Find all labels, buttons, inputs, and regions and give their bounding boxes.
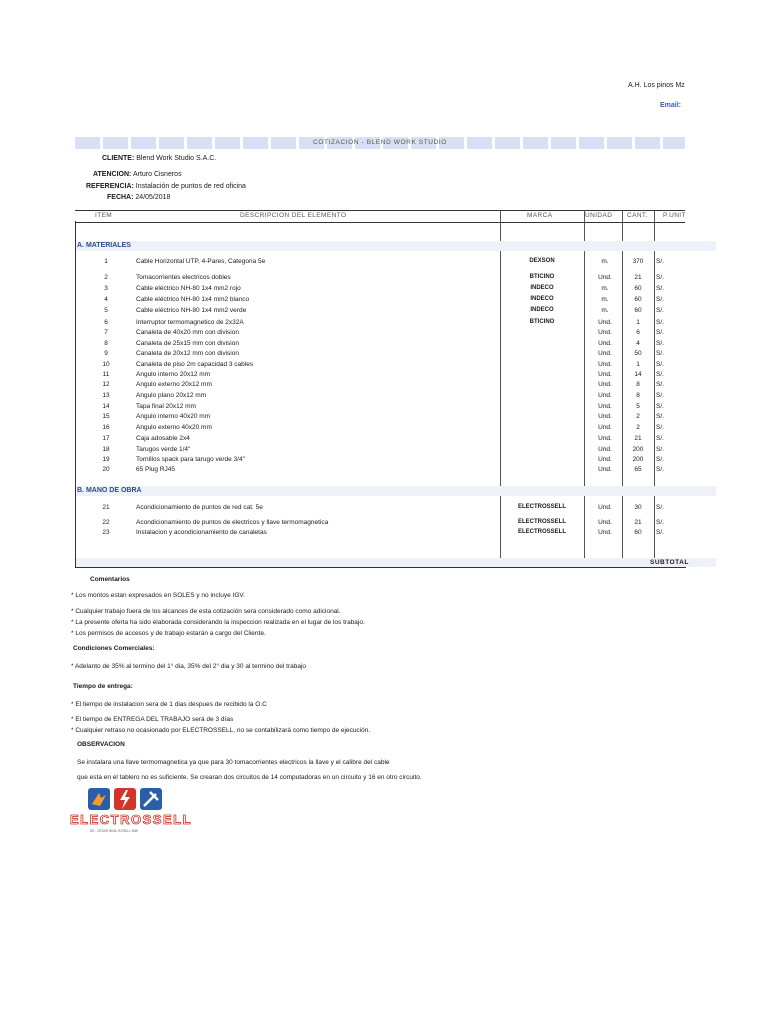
item-unit-price: S/. xyxy=(656,466,664,473)
atencion-value: Arturo Cisneros xyxy=(132,171,182,178)
item-unit: Und. xyxy=(598,381,612,388)
item-quantity: 2 xyxy=(636,424,640,431)
comentario-line: * Los permisos de accesos y de trabajo estarán a cargo del Cliente. xyxy=(71,630,266,637)
table-row xyxy=(0,424,768,434)
comentario-line: * Cualquier trabajo fuera de los alcances de esta cotización sera considerado como adicional. xyxy=(71,608,341,615)
table-row xyxy=(0,371,768,381)
item-brand: ELECTROSSELL xyxy=(517,519,566,525)
item-unit: Und. xyxy=(598,424,612,431)
item-brand: INDECO xyxy=(530,285,554,291)
item-number: 15 xyxy=(102,413,110,420)
item-number: 5 xyxy=(104,307,108,314)
fecha-label: FECHA: xyxy=(107,194,134,201)
cliente-line xyxy=(102,155,216,162)
item-unit-price: S/. xyxy=(656,307,664,314)
logo-tagline: DE : CESAR NEAL ROSELL SME xyxy=(90,829,139,833)
table-row xyxy=(0,504,768,514)
item-unit: Und. xyxy=(598,413,612,420)
company-address: A.H. Los pinos Mz xyxy=(628,82,685,89)
item-quantity: 21 xyxy=(634,519,642,526)
item-unit: Und. xyxy=(598,529,612,536)
table-row xyxy=(0,381,768,391)
table-row xyxy=(0,319,768,329)
cliente-label: CLIENTE: xyxy=(102,155,135,162)
item-quantity: 60 xyxy=(634,307,642,314)
tiempo-line: * El tiempo de ENTREGA DEL TRABAJO será de 3 días xyxy=(71,716,234,723)
section-a-title: A. MATERIALES xyxy=(77,242,131,249)
item-unit-price: S/. xyxy=(656,371,664,378)
item-number: 19 xyxy=(102,456,110,463)
item-brand: INDECO xyxy=(530,296,554,302)
item-unit-price: S/. xyxy=(656,446,664,453)
table-row xyxy=(0,340,768,350)
item-number: 12 xyxy=(102,381,110,388)
item-brand: ELECTROSSELL xyxy=(517,504,566,510)
table-row xyxy=(0,392,768,402)
item-number: 16 xyxy=(102,424,110,431)
referencia-value: Instalación de puntos de red oficina xyxy=(135,183,246,190)
item-number: 20 xyxy=(102,466,110,473)
item-description: Tornillos spack para tarugo verde 3/4" xyxy=(136,456,245,463)
subtotal-label: SUBTOTAL xyxy=(650,559,689,566)
item-description: Canaleta de 40x20 mm con division xyxy=(136,329,239,336)
condiciones-title: Condiciones Comerciales: xyxy=(73,645,155,652)
item-number: 2 xyxy=(104,274,108,281)
item-quantity: 8 xyxy=(636,381,640,388)
item-number: 1 xyxy=(104,258,108,265)
item-unit-price: S/. xyxy=(656,403,664,410)
quote-title: COTIZACION - BLEND WORK STUDIO xyxy=(313,139,447,146)
item-description: Cable Horizontal UTP, 4-Pares, Categoria 5e xyxy=(136,258,266,265)
item-quantity: 6 xyxy=(636,329,640,336)
item-description: Angulo interno 20x12 mm xyxy=(136,371,211,378)
item-unit-price: S/. xyxy=(656,258,664,265)
item-unit-price: S/. xyxy=(656,296,664,303)
col-desc: DESCRIPCION DEL ELEMENTO xyxy=(240,212,347,219)
item-unit: m. xyxy=(601,296,609,303)
item-unit: Und. xyxy=(598,435,612,442)
item-brand: INDECO xyxy=(530,307,554,313)
table-row xyxy=(0,296,768,306)
item-unit-price: S/. xyxy=(656,413,664,420)
item-unit: Und. xyxy=(598,519,612,526)
col-unidad: UNIDAD xyxy=(585,212,613,219)
item-description: Angulo plano 20x12 mm xyxy=(136,392,207,399)
table-row xyxy=(0,456,768,466)
item-description: Canaleta de 20x12 mm con division xyxy=(136,350,239,357)
item-unit: Und. xyxy=(598,504,612,511)
item-description: Instalacion y acondicionamiento de canaletas xyxy=(136,529,267,536)
table-row xyxy=(0,350,768,360)
referencia-line xyxy=(86,183,246,190)
table-row xyxy=(0,446,768,456)
item-description: Angulo externo 20x12 mm xyxy=(136,381,212,388)
item-quantity: 4 xyxy=(636,340,640,347)
item-unit-price: S/. xyxy=(656,319,664,326)
item-description: Interruptor termomagnetico de 2x32A xyxy=(136,319,244,326)
fecha-value: 24/05/2018 xyxy=(135,194,171,201)
item-unit-price: S/. xyxy=(656,424,664,431)
table-row xyxy=(0,361,768,371)
table-row xyxy=(0,435,768,445)
atencion-line xyxy=(93,171,182,178)
observacion-line: que esta en el tablero no es suficiente. Se crearan dos circuitos de 14 computadoras en un circuito y 16 en otro circuito. xyxy=(77,774,422,781)
item-quantity: 21 xyxy=(634,274,642,281)
item-brand: ELECTROSSELL xyxy=(517,529,566,535)
tiempo-line: * El tiempo de instalacion sera de 1 dias despues de recibido la O.C xyxy=(71,701,267,708)
fecha-line xyxy=(107,194,170,201)
col-cant: CANT. xyxy=(627,212,648,219)
item-unit-price: S/. xyxy=(656,329,664,336)
cliente-value: Blend Work Studio S.A.C. xyxy=(136,155,217,162)
item-number: 13 xyxy=(102,392,110,399)
item-unit: Und. xyxy=(598,361,612,368)
table-row xyxy=(0,466,768,476)
item-unit-price: S/. xyxy=(656,350,664,357)
col-marca: MARCA xyxy=(527,212,553,219)
item-quantity: 30 xyxy=(634,504,642,511)
item-unit-price: S/. xyxy=(656,274,664,281)
item-unit-price: S/. xyxy=(656,381,664,388)
item-description: Angulo externo 40x20 mm xyxy=(136,424,212,431)
item-unit: Und. xyxy=(598,403,612,410)
observacion-title: OBSERVACION xyxy=(77,741,125,748)
table-row xyxy=(0,519,768,529)
comentarios-title: Comentarios xyxy=(90,576,130,583)
item-quantity: 60 xyxy=(634,529,642,536)
col-item: ITEM xyxy=(95,212,113,219)
item-quantity: 1 xyxy=(636,319,640,326)
section-b-bar xyxy=(76,486,716,496)
item-quantity: 21 xyxy=(634,435,642,442)
item-unit-price: S/. xyxy=(656,340,664,347)
tiempo-line: * Cualquier retraso no ocasionado por ELECTROSSELL, no se contabilizará como tiempo de ejecución. xyxy=(71,727,371,734)
item-unit-price: S/. xyxy=(656,456,664,463)
item-quantity: 60 xyxy=(634,285,642,292)
item-unit: Und. xyxy=(598,274,612,281)
company-email: Email: xyxy=(660,102,682,109)
item-quantity: 65 xyxy=(634,466,642,473)
table-row xyxy=(0,258,768,268)
item-number: 18 xyxy=(102,446,110,453)
item-description: 65 Plug RJ45 xyxy=(136,466,176,473)
item-unit: Und. xyxy=(598,340,612,347)
item-description: Cable eléctrico NH-80 1x4 mm2 rojo xyxy=(136,285,241,292)
comentario-line: * La presente oferta ha sido elaborada considerando la inspeccion realizada en el lugar de los trabajo. xyxy=(71,619,365,626)
tiempo-title: Tiempo de entrega: xyxy=(73,683,133,690)
table-row xyxy=(0,413,768,423)
table-row xyxy=(0,307,768,317)
item-description: Tarugos verde 1/4" xyxy=(136,446,191,453)
item-unit: Und. xyxy=(598,446,612,453)
item-brand: BTICINO xyxy=(529,274,555,280)
item-unit: Und. xyxy=(598,456,612,463)
item-unit-price: S/. xyxy=(656,361,664,368)
item-number: 7 xyxy=(104,329,108,336)
table-row xyxy=(0,529,768,539)
item-number: 3 xyxy=(104,285,108,292)
item-unit-price: S/. xyxy=(656,392,664,399)
item-quantity: 50 xyxy=(634,350,642,357)
item-brand: BTICINO xyxy=(529,319,555,325)
item-description: Tomacorrientes electricos dobles xyxy=(136,274,231,281)
item-unit-price: S/. xyxy=(656,435,664,442)
item-number: 23 xyxy=(102,529,110,536)
quote-title-bar xyxy=(75,137,685,149)
table-row xyxy=(0,329,768,339)
item-unit-price: S/. xyxy=(656,529,664,536)
item-unit: m. xyxy=(601,258,609,265)
item-number: 6 xyxy=(104,319,108,326)
item-unit: m. xyxy=(601,285,609,292)
observacion-line: Se instalara una llave termomagnetica ya que para 30 tomacorrientes electricos la llave y el calibre del cable xyxy=(77,759,390,766)
item-unit: Und. xyxy=(598,319,612,326)
atencion-label: ATENCION: xyxy=(93,171,132,178)
item-number: 9 xyxy=(104,350,108,357)
item-unit: Und. xyxy=(598,371,612,378)
item-number: 17 xyxy=(102,435,110,442)
item-description: Tapa final 20x12 mm xyxy=(136,403,196,410)
item-quantity: 14 xyxy=(634,371,642,378)
item-unit-price: S/. xyxy=(656,504,664,511)
table-row xyxy=(0,403,768,413)
section-a-bar xyxy=(76,241,716,251)
item-number: 10 xyxy=(102,361,110,368)
table-row xyxy=(0,285,768,295)
item-quantity: 200 xyxy=(632,456,644,463)
item-unit: Und. xyxy=(598,329,612,336)
subtotal-bar xyxy=(76,558,716,567)
item-description: Cable eléctrico NH-80 1x4 mm2 verde xyxy=(136,307,247,314)
item-quantity: 200 xyxy=(632,446,644,453)
item-description: Canaleta de 25x15 mm con division xyxy=(136,340,239,347)
item-unit-price: S/. xyxy=(656,285,664,292)
item-description: Angulo interno 40x20 mm xyxy=(136,413,211,420)
item-unit: m. xyxy=(601,307,609,314)
referencia-label: REFERENCIA: xyxy=(86,183,134,190)
electrossell-logo xyxy=(68,784,198,834)
item-description: Acondicionamiento de puntos de red cat. 5e xyxy=(136,504,263,511)
item-quantity: 60 xyxy=(634,296,642,303)
item-quantity: 8 xyxy=(636,392,640,399)
item-number: 14 xyxy=(102,403,110,410)
item-description: Caja adosable 2x4 xyxy=(136,435,190,442)
item-number: 4 xyxy=(104,296,108,303)
logo-wordmark: ELECTROSSELL xyxy=(70,812,193,827)
condiciones-line: * Adelanto de 35% al termino del 1° dia, 35% del 2° dia y 30 al termino del trabajo xyxy=(71,663,307,670)
item-number: 21 xyxy=(102,504,110,511)
item-quantity: 370 xyxy=(632,258,644,265)
item-brand: DEXSON xyxy=(529,258,555,264)
item-unit: Und. xyxy=(598,466,612,473)
logo-graphic xyxy=(68,784,198,834)
item-quantity: 5 xyxy=(636,403,640,410)
col-pu: P.UNIT xyxy=(663,212,686,219)
item-number: 8 xyxy=(104,340,108,347)
item-unit: Und. xyxy=(598,392,612,399)
item-description: Acondicionamiento de puntos de electricos y llave termomagnetica xyxy=(136,519,329,526)
section-b-title: B. MANO DE OBRA xyxy=(77,487,142,494)
item-description: Canaleta de piso 2m capacidad 3 cables xyxy=(136,361,254,368)
item-unit-price: S/. xyxy=(656,519,664,526)
item-unit: Und. xyxy=(598,350,612,357)
comentario-line: * Los montos estan expresados en SOLES y no incluye IGV. xyxy=(71,592,245,599)
item-number: 22 xyxy=(102,519,110,526)
table-row xyxy=(0,274,768,284)
item-quantity: 1 xyxy=(636,361,640,368)
item-number: 11 xyxy=(102,371,110,378)
item-description: Cable eléctrico NH-80 1x4 mm2 blanco xyxy=(136,296,250,303)
item-quantity: 2 xyxy=(636,413,640,420)
